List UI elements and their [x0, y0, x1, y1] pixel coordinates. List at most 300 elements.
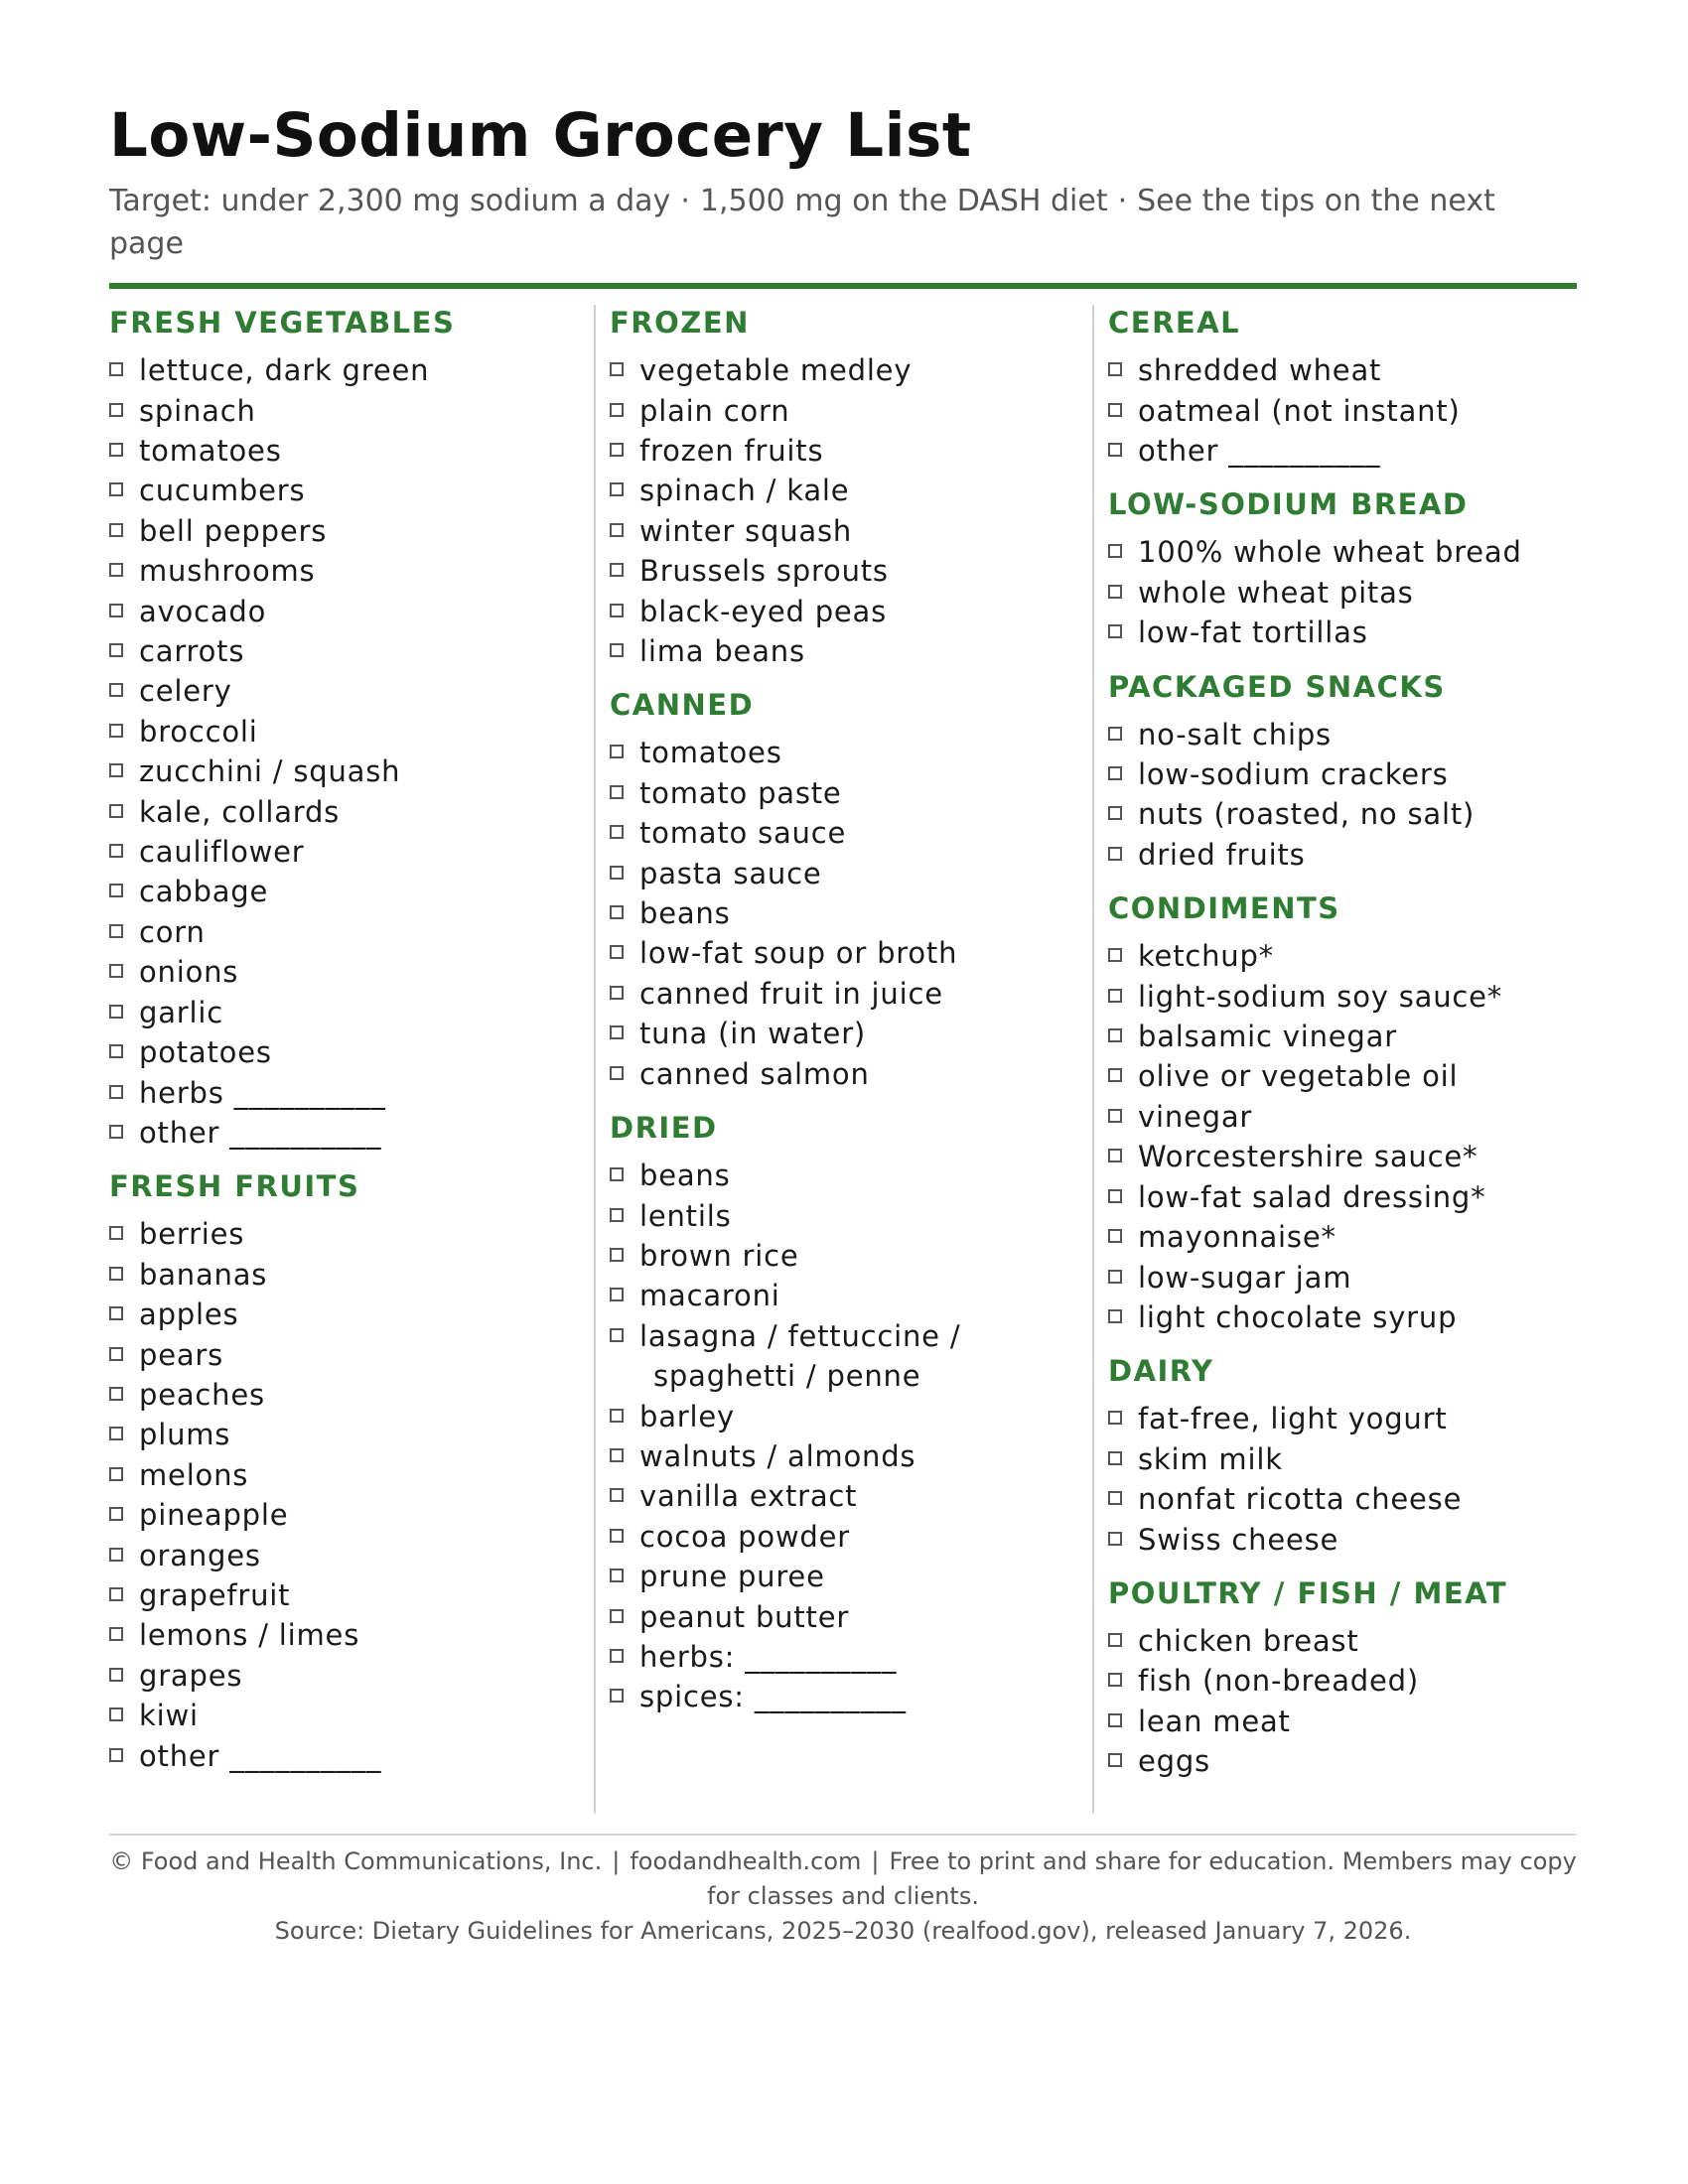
dried-list: [610, 1156, 1092, 1717]
column-3: [1092, 305, 1577, 1814]
checklist-item[interactable]: [610, 733, 1092, 772]
checklist-item-label: prune puree: [639, 1560, 825, 1594]
meat-list: [1108, 1621, 1577, 1782]
checkbox-icon[interactable]: [610, 1208, 624, 1222]
checklist-item[interactable]: [109, 631, 584, 671]
checkbox-icon[interactable]: [610, 1609, 624, 1623]
checkbox-icon[interactable]: [1108, 1109, 1122, 1123]
checklist-item-label: corn: [139, 914, 206, 949]
checklist-item-label: onions: [139, 955, 239, 990]
checklist-item-label: balsamic vinegar: [1138, 1020, 1397, 1054]
checkbox-icon[interactable]: [610, 403, 624, 417]
checkbox-icon[interactable]: [109, 403, 123, 417]
checkbox-icon[interactable]: [109, 1005, 123, 1019]
checklist-item-label: mayonnaise*: [1138, 1220, 1336, 1255]
checklist-item[interactable]: [109, 1375, 584, 1415]
checklist-item[interactable]: [610, 974, 1092, 1014]
checkbox-icon[interactable]: [610, 1448, 624, 1462]
checklist-item[interactable]: [109, 1295, 584, 1334]
checklist-item-label: cabbage: [139, 875, 269, 909]
checklist-item-label: canned salmon: [639, 1056, 870, 1091]
checklist-item[interactable]: [1108, 613, 1577, 652]
list-columns: [109, 305, 1577, 1814]
page-title: Low-Sodium Grocery List: [109, 100, 972, 171]
checklist-item-label: chicken breast: [1138, 1623, 1359, 1658]
checklist-item[interactable]: [1108, 1439, 1577, 1479]
checklist-item[interactable]: [109, 1455, 584, 1495]
checkbox-icon[interactable]: [109, 523, 123, 537]
checkbox-icon[interactable]: [610, 362, 624, 376]
condiments-list: [1108, 936, 1577, 1337]
checklist-item-label: kiwi: [139, 1699, 199, 1733]
checklist-item-label: pears: [139, 1337, 224, 1372]
checkbox-icon[interactable]: [1108, 727, 1122, 741]
checklist-item[interactable]: [109, 511, 584, 551]
checklist-item-label: cocoa powder: [639, 1519, 851, 1554]
checklist-item[interactable]: [610, 1316, 1092, 1397]
subtitle-tips: See the tips on the next page: [109, 184, 1495, 262]
checklist-item[interactable]: [109, 1656, 584, 1696]
checklist-item-label: pasta sauce: [639, 856, 822, 890]
checklist-item[interactable]: [610, 431, 1092, 471]
checklist-item-label: whole wheat pitas: [1138, 575, 1414, 610]
checklist-item-label: low-fat tortillas: [1138, 615, 1368, 650]
checkbox-icon[interactable]: [109, 924, 123, 938]
checklist-item-label: beans: [639, 896, 731, 931]
section-heading-frozen: FROZEN: [610, 306, 750, 341]
checklist-item[interactable]: [109, 1032, 584, 1072]
checklist-item-label: light chocolate syrup: [1138, 1299, 1458, 1334]
checklist-item[interactable]: [109, 1696, 584, 1735]
checklist-item[interactable]: [1108, 1177, 1577, 1217]
canned-list: [610, 733, 1092, 1094]
checkbox-icon[interactable]: [610, 1025, 624, 1039]
checklist-item[interactable]: [109, 350, 584, 390]
checkbox-icon[interactable]: [610, 1248, 624, 1262]
fresh-vegetables-list: [109, 350, 584, 1153]
checklist-item[interactable]: [610, 1637, 1092, 1677]
checkbox-icon[interactable]: [109, 1044, 123, 1058]
checklist-item[interactable]: [109, 1255, 584, 1295]
checklist-item-label: vanilla extract: [639, 1479, 858, 1514]
checkbox-icon[interactable]: [109, 1707, 123, 1721]
checkbox-icon[interactable]: [109, 804, 123, 818]
header-rule: [109, 283, 1577, 289]
checklist-item[interactable]: [1108, 1258, 1577, 1297]
checklist-item[interactable]: [610, 1436, 1092, 1476]
checkbox-icon[interactable]: [109, 1267, 123, 1281]
checklist-item-label: peaches: [139, 1377, 265, 1412]
checklist-item-label: skim milk: [1138, 1441, 1283, 1476]
checklist-item-label: cauliflower: [139, 835, 305, 870]
checkbox-icon[interactable]: [1108, 806, 1122, 820]
checklist-item[interactable]: [610, 1476, 1092, 1516]
checklist-item[interactable]: [1108, 835, 1577, 875]
checkbox-icon[interactable]: [1108, 443, 1122, 457]
checklist-item[interactable]: [610, 1397, 1092, 1436]
checklist-item[interactable]: [1108, 977, 1577, 1017]
checklist-item[interactable]: [109, 1113, 584, 1153]
checklist-item[interactable]: [1108, 1520, 1577, 1560]
checkbox-icon[interactable]: [109, 1587, 123, 1601]
checklist-item[interactable]: [610, 350, 1092, 390]
checkbox-icon[interactable]: [610, 945, 624, 959]
checklist-item[interactable]: [610, 1014, 1092, 1053]
checklist-item-label: low-fat soup or broth: [639, 936, 958, 971]
checklist-item[interactable]: [1108, 350, 1577, 390]
checkbox-icon[interactable]: [1108, 1411, 1122, 1425]
checklist-item-label: grapefruit: [139, 1577, 291, 1612]
checkbox-icon[interactable]: [610, 866, 624, 880]
checkbox-icon[interactable]: [109, 1125, 123, 1139]
checkbox-icon[interactable]: [109, 1347, 123, 1361]
checklist-item-label: black-eyed peas: [639, 594, 888, 628]
checkbox-icon[interactable]: [610, 643, 624, 657]
checklist-item-label: bell peppers: [139, 513, 328, 548]
checklist-item-label: spinach / kale: [639, 474, 850, 508]
checklist-item-label: fish (non-breaded): [1138, 1664, 1419, 1699]
checkbox-icon[interactable]: [610, 604, 624, 617]
checkbox-icon[interactable]: [610, 443, 624, 457]
checklist-item[interactable]: [109, 832, 584, 872]
footer-copyright: © Food and Health Communications, Inc.: [109, 1847, 603, 1875]
checkbox-icon[interactable]: [610, 1167, 624, 1181]
checklist-item[interactable]: [109, 551, 584, 591]
section-heading-meat: POULTRY / FISH / MEAT: [1108, 1575, 1508, 1610]
footer-rule: [109, 1834, 1577, 1836]
checklist-item[interactable]: [610, 592, 1092, 631]
checklist-item-label: tomatoes: [139, 434, 282, 468]
checklist-item[interactable]: [109, 431, 584, 471]
checklist-item[interactable]: [1108, 1097, 1577, 1137]
checkbox-icon[interactable]: [610, 1488, 624, 1502]
checklist-item-label: Worcestershire sauce*: [1138, 1140, 1478, 1174]
fresh-fruits-list: [109, 1214, 584, 1776]
checkbox-icon[interactable]: [1108, 1229, 1122, 1243]
checklist-item[interactable]: [610, 893, 1092, 933]
checkbox-icon[interactable]: [610, 523, 624, 537]
checklist-item[interactable]: [610, 1236, 1092, 1276]
checklist-item-label: plain corn: [639, 393, 790, 428]
checklist-item[interactable]: [1108, 715, 1577, 754]
checklist-item[interactable]: [1108, 573, 1577, 613]
checklist-item[interactable]: [1108, 1621, 1577, 1661]
checkbox-icon[interactable]: [109, 1748, 123, 1762]
checkbox-icon[interactable]: [610, 1569, 624, 1582]
checkbox-icon[interactable]: [109, 1387, 123, 1401]
checklist-item[interactable]: [1108, 754, 1577, 794]
checklist-item-label: beans: [639, 1159, 731, 1193]
checkbox-icon[interactable]: [1108, 1532, 1122, 1546]
checklist-item-label: grapes: [139, 1658, 243, 1693]
checkbox-icon[interactable]: [1108, 1189, 1122, 1203]
checklist-item[interactable]: [109, 391, 584, 431]
checklist-item[interactable]: [610, 854, 1092, 893]
checklist-item[interactable]: [610, 813, 1092, 853]
checkbox-icon[interactable]: [109, 1627, 123, 1641]
checklist-item[interactable]: [109, 952, 584, 992]
checkbox-icon[interactable]: [610, 745, 624, 758]
checklist-item[interactable]: [610, 1276, 1092, 1315]
checkbox-icon[interactable]: [109, 683, 123, 697]
checklist-item[interactable]: [610, 511, 1092, 551]
checklist-item[interactable]: [109, 712, 584, 751]
checklist-item-label: vegetable medley: [639, 353, 913, 388]
footer-site-link[interactable]: foodandhealth.com: [630, 1847, 862, 1875]
checkbox-icon[interactable]: [1108, 544, 1122, 558]
checkbox-icon[interactable]: [610, 563, 624, 577]
checklist-item[interactable]: [109, 1536, 584, 1575]
checklist-item[interactable]: [610, 551, 1092, 591]
grocery-list-page: [109, 99, 1577, 1814]
checklist-item-label: tomatoes: [639, 736, 782, 770]
checkbox-icon[interactable]: [109, 563, 123, 577]
checklist-item[interactable]: [109, 1736, 584, 1776]
checklist-item[interactable]: [610, 1557, 1092, 1596]
checkbox-icon[interactable]: [1108, 1673, 1122, 1687]
checklist-item[interactable]: [610, 391, 1092, 431]
checklist-item-label: shredded wheat: [1138, 353, 1382, 388]
section-heading-condiments: CONDIMENTS: [1108, 891, 1340, 926]
checklist-item-label: 100% whole wheat bread: [1138, 535, 1522, 570]
checklist-item[interactable]: [109, 912, 584, 952]
footer-divider: |: [612, 1847, 621, 1875]
checkbox-icon[interactable]: [610, 825, 624, 839]
checklist-item[interactable]: [1108, 1399, 1577, 1438]
checkbox-icon[interactable]: [1108, 766, 1122, 780]
checklist-item[interactable]: [1108, 1137, 1577, 1176]
checklist-item[interactable]: [109, 1575, 584, 1615]
checkbox-icon[interactable]: [1108, 948, 1122, 962]
section-heading-bread: LOW-SODIUM BREAD: [1108, 487, 1469, 522]
subtitle-separator: ·: [680, 184, 690, 219]
checklist-item-label: oranges: [139, 1538, 261, 1572]
checkbox-icon[interactable]: [109, 643, 123, 657]
checkbox-icon[interactable]: [1108, 1309, 1122, 1323]
checklist-item[interactable]: [109, 751, 584, 791]
checklist-item-label: low-sodium crackers: [1138, 757, 1449, 792]
checklist-item[interactable]: [610, 773, 1092, 813]
checkbox-icon[interactable]: [610, 1409, 624, 1423]
checklist-item-label: celery: [139, 674, 232, 709]
checklist-item-label: lemons / limes: [139, 1618, 360, 1653]
checklist-item[interactable]: [109, 671, 584, 711]
checkbox-icon[interactable]: [1108, 1068, 1122, 1082]
checkbox-icon[interactable]: [109, 482, 123, 496]
checkbox-icon[interactable]: [1108, 1028, 1122, 1042]
checklist-item-label: lasagna / fettuccine /: [639, 1318, 961, 1353]
checkbox-icon[interactable]: [610, 1649, 624, 1663]
checklist-item[interactable]: [109, 872, 584, 911]
checklist-item-label: tomato sauce: [639, 816, 847, 851]
checklist-item[interactable]: [610, 1517, 1092, 1557]
checklist-item[interactable]: [1108, 1056, 1577, 1096]
checklist-item-label: tuna (in water): [639, 1017, 867, 1051]
checklist-item-label: garlic: [139, 995, 223, 1029]
checklist-item-label: light-sodium soy sauce*: [1138, 979, 1503, 1014]
checklist-item[interactable]: [610, 1156, 1092, 1195]
checkbox-icon[interactable]: [109, 1668, 123, 1682]
checklist-item-label: mushrooms: [139, 554, 316, 589]
page-subtitle: [109, 180, 1577, 265]
checklist-item[interactable]: [109, 1073, 584, 1113]
checklist-item[interactable]: [1108, 1479, 1577, 1519]
checklist-item[interactable]: [1108, 1661, 1577, 1701]
checklist-item-label: plums: [139, 1418, 231, 1452]
checklist-item-label: walnuts / almonds: [639, 1438, 916, 1473]
checkbox-icon[interactable]: [1108, 847, 1122, 861]
checklist-item-label: vinegar: [1138, 1099, 1253, 1134]
checklist-item-label: cucumbers: [139, 474, 306, 508]
checkbox-icon[interactable]: [109, 1306, 123, 1320]
checklist-item-label: lentils: [639, 1198, 732, 1233]
checklist-item-label: Swiss cheese: [1138, 1522, 1339, 1557]
checkbox-icon[interactable]: [610, 986, 624, 1000]
checkbox-icon[interactable]: [1108, 362, 1122, 376]
checklist-item-label: other __________: [1138, 434, 1381, 468]
checkbox-icon[interactable]: [109, 724, 123, 738]
checkbox-icon[interactable]: [610, 482, 624, 496]
checkbox-icon[interactable]: [1108, 1451, 1122, 1465]
checklist-item-label: oatmeal (not instant): [1138, 393, 1461, 428]
checklist-item[interactable]: [109, 1495, 584, 1535]
subtitle-separator: ·: [1117, 184, 1128, 219]
checklist-item-label: lean meat: [1138, 1704, 1291, 1738]
checklist-item-label: eggs: [1138, 1744, 1210, 1779]
dairy-list: [1108, 1399, 1577, 1560]
column-1: [109, 305, 594, 1814]
checkbox-icon[interactable]: [610, 1328, 624, 1342]
checkbox-icon[interactable]: [1108, 1753, 1122, 1767]
checkbox-icon[interactable]: [109, 1427, 123, 1440]
section-heading-canned: CANNED: [610, 688, 755, 723]
checklist-item[interactable]: [1108, 1741, 1577, 1781]
checklist-item[interactable]: [1108, 431, 1577, 471]
section-heading-snacks: PACKAGED SNACKS: [1108, 669, 1446, 704]
checklist-item-label: olive or vegetable oil: [1138, 1059, 1459, 1094]
checklist-item[interactable]: [1108, 391, 1577, 431]
checklist-item[interactable]: [610, 471, 1092, 510]
checklist-item[interactable]: [1108, 1217, 1577, 1257]
checklist-item[interactable]: [109, 1415, 584, 1454]
checkbox-icon[interactable]: [109, 362, 123, 376]
checklist-item-label: apples: [139, 1297, 239, 1332]
checkbox-icon[interactable]: [1108, 989, 1122, 1003]
checklist-item-label: avocado: [139, 594, 267, 628]
checkbox-icon[interactable]: [610, 785, 624, 799]
checkbox-icon[interactable]: [109, 1548, 123, 1562]
checklist-item[interactable]: [610, 1677, 1092, 1716]
checklist-item[interactable]: [109, 1335, 584, 1375]
checklist-item-label: kale, collards: [139, 794, 341, 829]
checklist-item-label: fat-free, light yogurt: [1138, 1402, 1448, 1436]
checklist-item-label: frozen fruits: [639, 434, 824, 468]
checklist-item[interactable]: [1108, 1017, 1577, 1056]
checkbox-icon[interactable]: [1108, 403, 1122, 417]
checkbox-icon[interactable]: [109, 844, 123, 858]
checklist-item-label: dried fruits: [1138, 837, 1306, 872]
checkbox-icon[interactable]: [610, 1529, 624, 1543]
checklist-item[interactable]: [610, 1196, 1092, 1236]
checklist-item[interactable]: [610, 1054, 1092, 1094]
subtitle-target: Target: under 2,300 mg sodium a day: [109, 184, 671, 219]
checklist-item[interactable]: [1108, 532, 1577, 572]
checkbox-icon[interactable]: [610, 1288, 624, 1301]
checklist-item-label: macaroni: [639, 1279, 780, 1313]
checkbox-icon[interactable]: [1108, 1270, 1122, 1284]
footer-source: Source: Dietary Guidelines for Americans, 2025–2030 (realfood.gov), released January 7, 2026.: [274, 1917, 1412, 1945]
checkbox-icon[interactable]: [109, 884, 123, 897]
checklist-item-label: lima beans: [639, 634, 805, 669]
checkbox-icon[interactable]: [610, 1066, 624, 1080]
footer-credits: [109, 1844, 1577, 1914]
checklist-item-label: nuts (roasted, no salt): [1138, 797, 1476, 832]
checklist-item-label: Brussels sprouts: [639, 554, 889, 589]
checklist-item-label: low-fat salad dressing*: [1138, 1179, 1486, 1214]
checkbox-icon[interactable]: [109, 1467, 123, 1481]
checkbox-icon[interactable]: [1108, 624, 1122, 638]
checklist-item-label: other __________: [139, 1738, 382, 1773]
checklist-item-label: other __________: [139, 1115, 382, 1150]
checklist-item[interactable]: [1108, 1702, 1577, 1741]
checkbox-icon[interactable]: [1108, 1149, 1122, 1162]
checkbox-icon[interactable]: [109, 1226, 123, 1240]
checklist-item-label: carrots: [139, 634, 245, 669]
checkbox-icon[interactable]: [109, 964, 123, 978]
section-heading-dairy: DAIRY: [1108, 1354, 1214, 1389]
checkbox-icon[interactable]: [109, 443, 123, 457]
checkbox-icon[interactable]: [1108, 585, 1122, 599]
bread-list: [1108, 532, 1577, 652]
checklist-item[interactable]: [109, 1615, 584, 1655]
checklist-item[interactable]: [610, 1597, 1092, 1637]
checkbox-icon[interactable]: [1108, 1491, 1122, 1505]
checklist-item[interactable]: [109, 1214, 584, 1254]
checkbox-icon[interactable]: [1108, 1633, 1122, 1647]
section-heading-fresh-vegetables: FRESH VEGETABLES: [109, 306, 456, 341]
checklist-item[interactable]: [109, 471, 584, 510]
checklist-item[interactable]: [610, 933, 1092, 973]
checklist-item-label: potatoes: [139, 1035, 272, 1070]
checklist-item[interactable]: [1108, 1297, 1577, 1337]
footer-divider: |: [871, 1847, 880, 1875]
checkbox-icon[interactable]: [109, 604, 123, 617]
checklist-item-label: spinach: [139, 393, 256, 428]
checklist-item-label: herbs: __________: [639, 1639, 898, 1674]
checklist-item[interactable]: [1108, 794, 1577, 834]
checklist-item-label: low-sugar jam: [1138, 1260, 1352, 1295]
checklist-item-label: nonfat ricotta cheese: [1138, 1482, 1463, 1517]
checkbox-icon[interactable]: [610, 905, 624, 919]
checkbox-icon[interactable]: [610, 1689, 624, 1703]
checkbox-icon[interactable]: [109, 1507, 123, 1521]
checklist-item[interactable]: [109, 592, 584, 631]
checkbox-icon[interactable]: [1108, 1713, 1122, 1727]
checkbox-icon[interactable]: [109, 763, 123, 777]
checklist-item-label: berries: [139, 1217, 245, 1252]
checklist-item-label: canned fruit in juice: [639, 976, 943, 1011]
section-heading-dried: DRIED: [610, 1111, 718, 1146]
checklist-item[interactable]: [1108, 936, 1577, 976]
checklist-item[interactable]: [109, 792, 584, 832]
checklist-item-label: zucchini / squash: [139, 754, 401, 789]
checklist-item[interactable]: [109, 993, 584, 1032]
checklist-item-label: brown rice: [639, 1238, 799, 1273]
checklist-item-label: lettuce, dark green: [139, 353, 430, 388]
page-footer: [109, 1844, 1577, 1949]
checkbox-icon[interactable]: [109, 1085, 123, 1099]
checklist-item[interactable]: [610, 631, 1092, 671]
